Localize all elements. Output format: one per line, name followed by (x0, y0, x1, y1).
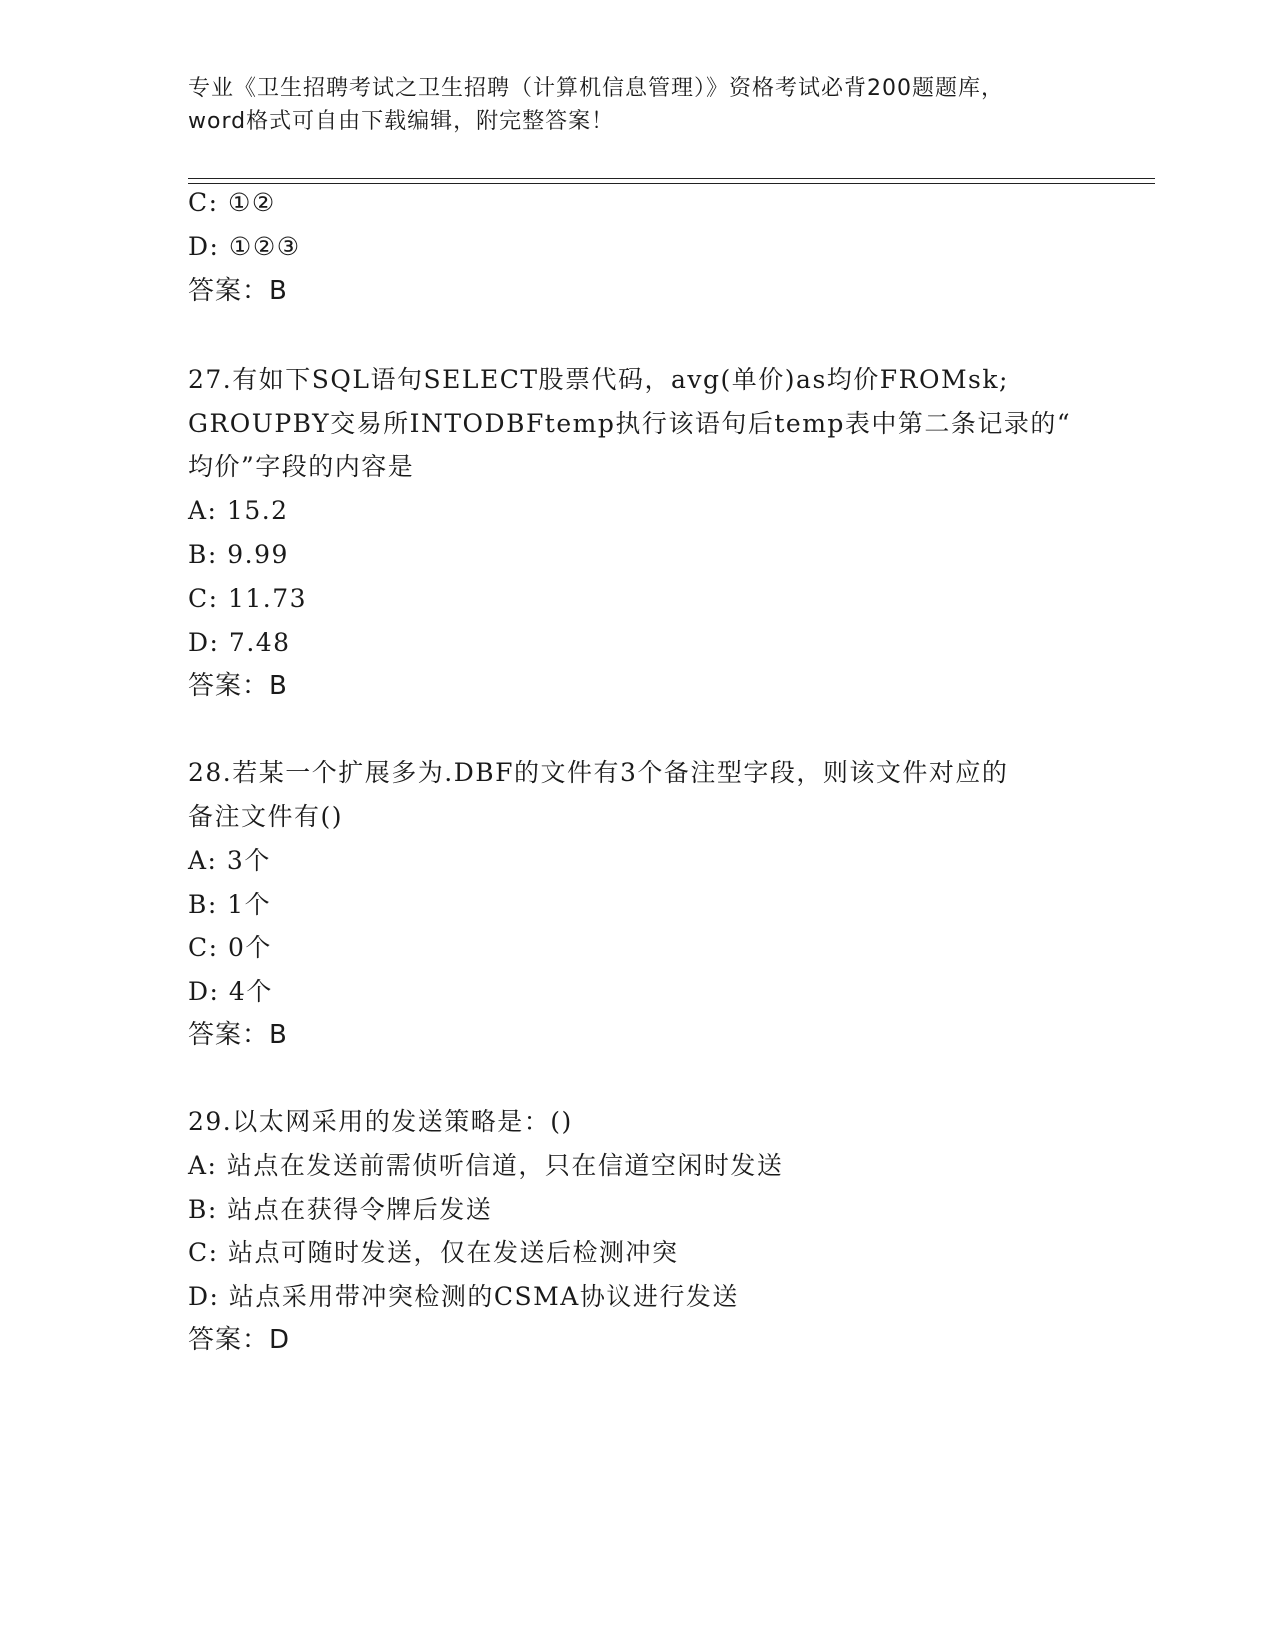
q27-option-c: C: 11.73 (188, 584, 308, 613)
q29-option-d: D: 站点采用带冲突检测的CSMA协议进行发送 (188, 1282, 739, 1311)
q27-option-a: A: 15.2 (188, 496, 289, 525)
q29-stem-line-1: 29.以太网采用的发送策略是：() (188, 1107, 573, 1136)
q29-option-a: A: 站点在发送前需侦听信道，只在信道空闲时发送 (188, 1151, 784, 1180)
header-title-line-2: word格式可自由下载编辑，附完整答案！ (188, 109, 615, 134)
header-divider-bottom (188, 183, 1155, 184)
q26-option-d: D: ①②③ (188, 232, 301, 261)
q28-stem-line-2: 备注文件有() (188, 802, 344, 831)
q28-stem-line-1: 28.若某一个扩展多为.DBF的文件有3个备注型字段，则该文件对应的 (188, 758, 1009, 787)
header-title-line-1: 专业《卫生招聘考试之卫生招聘（计算机信息管理）》资格考试必背200题题库， (188, 76, 1004, 101)
q27-stem-line-3: 均价”字段的内容是 (188, 452, 415, 481)
q28-option-d: D: 4个 (188, 977, 273, 1006)
q29-option-b: B: 站点在获得令牌后发送 (188, 1195, 493, 1224)
q26-answer: 答案：B (188, 276, 288, 306)
q29-option-c: C: 站点可随时发送，仅在发送后检测冲突 (188, 1238, 679, 1267)
q28-option-a: A: 3个 (188, 846, 271, 875)
header-divider-top (188, 178, 1155, 179)
q27-option-b: B: 9.99 (188, 540, 289, 569)
document-header (188, 72, 1088, 138)
q27-answer: 答案：B (188, 671, 288, 701)
q28-option-b: B: 1个 (188, 890, 272, 919)
q26-option-c: C: ①② (188, 188, 276, 217)
q27-stem-line-1: 27.有如下SQL语句SELECT股票代码，avg(单价)as均价FROMsk; (188, 365, 1009, 394)
q28-option-c: C: 0个 (188, 933, 272, 962)
q29-answer: 答案：D (188, 1325, 291, 1355)
q28-answer: 答案：B (188, 1020, 288, 1050)
q27-stem-line-2: GROUPBY交易所INTODBFtemp执行该语句后temp表中第二条记录的“ (188, 409, 1072, 438)
q27-option-d: D: 7.48 (188, 628, 291, 657)
